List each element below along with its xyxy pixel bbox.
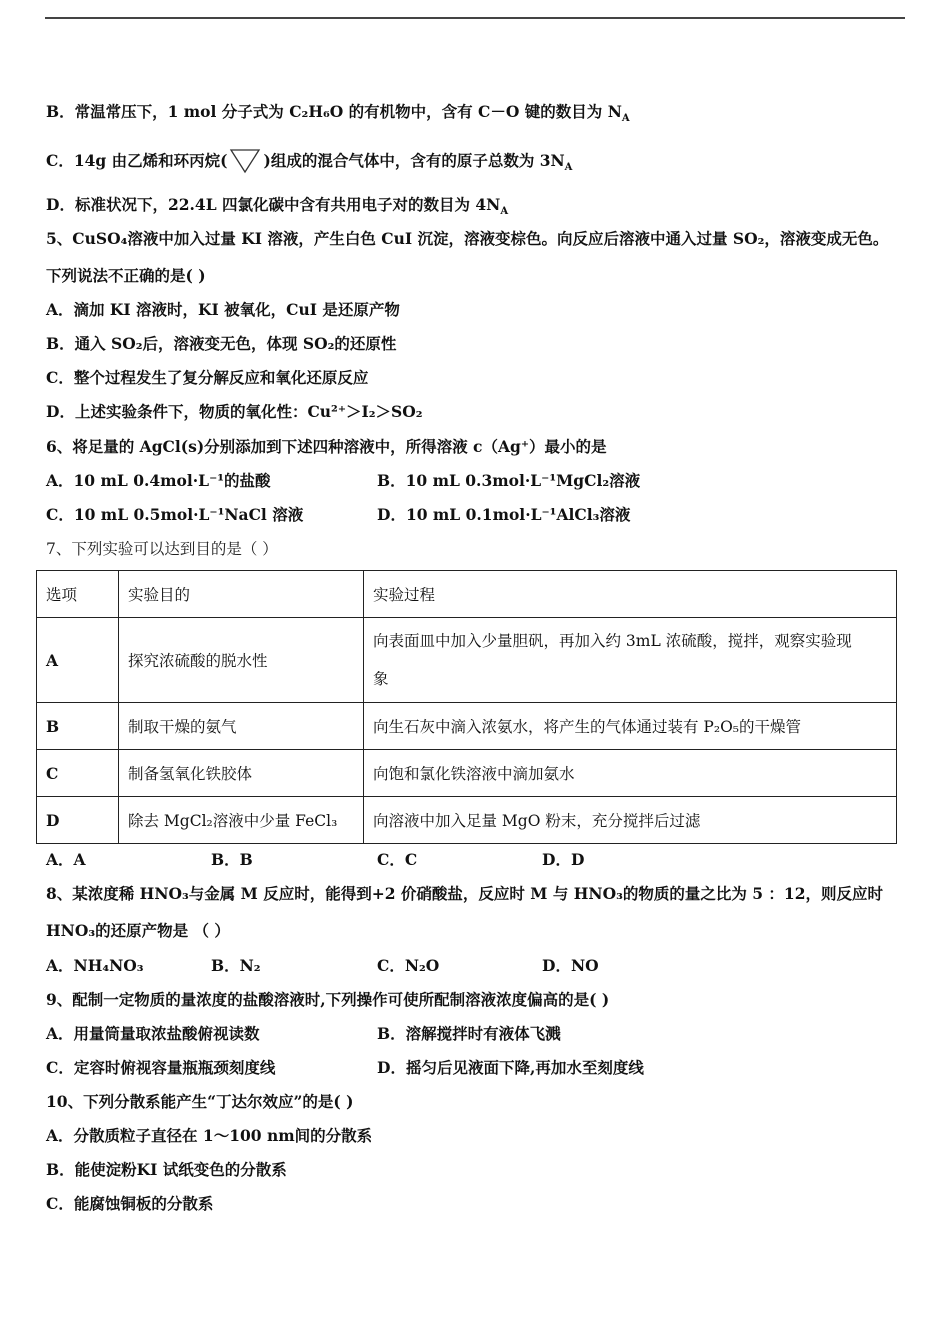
header-goal: 实验目的	[119, 571, 364, 618]
cyclopropane-triangle-icon	[229, 148, 261, 174]
q8-answer-d: D．NO	[542, 956, 599, 975]
q7-answer-c: C．C	[377, 850, 418, 869]
q10-stem: 10、下列分散系能产生“丁达尔效应”的是( )	[46, 1092, 354, 1111]
row-process-line1: 向表面皿中加入少量胆矾，再加入约 3mL 浓硫酸，搅拌，观察实验现	[373, 632, 852, 650]
q5-option-d: D．上述实验条件下，物质的氧化性：Cu²⁺＞I₂＞SO₂	[46, 402, 423, 421]
q5-option-a: A．滴加 KI 溶液时，KI 被氧化，CuI 是还原产物	[46, 300, 400, 319]
q10-option-b: B．能使淀粉KI 试纸变色的分散系	[46, 1160, 287, 1179]
q9-stem: 9、配制一定物质的量浓度的盐酸溶液时,下列操作可使所配制溶液浓度偏高的是( )	[46, 990, 610, 1009]
row-process: 向饱和氯化铁溶液中滴加氨水	[364, 750, 897, 797]
row-goal: 制备氢氧化铁胶体	[119, 750, 364, 797]
row-process-line2: 象	[373, 670, 389, 688]
q6-option-a: A．10 mL 0.4mol·L⁻¹的盐酸	[46, 471, 271, 490]
q9-option-a: A．用量筒量取浓盐酸俯视读数	[46, 1024, 260, 1043]
q8-answer-a: A．NH₄NO₃	[46, 956, 144, 975]
row-goal: 探究浓硫酸的脱水性	[119, 618, 364, 703]
header-option: 选项	[37, 571, 119, 618]
table-header-row	[37, 571, 897, 618]
row-option: B	[37, 703, 119, 750]
row-process: 向溶液中加入足量 MgO 粉末，充分搅拌后过滤	[364, 797, 897, 844]
q8-stem-line1: 8、某浓度稀 HNO₃与金属 M 反应时，能得到+2 价硝酸盐，反应时 M 与 HNO₃的物质的量之比为 5 ：12，则反应时	[46, 884, 884, 903]
q8-answer-c: C．N₂O	[377, 956, 440, 975]
q7-answer-a: A．A	[46, 850, 86, 869]
q10-option-a: A．分散质粒子直径在 1～100 nm间的分散系	[46, 1126, 373, 1145]
q7-answer-d: D．D	[542, 850, 585, 869]
q9-option-c: C．定容时俯视容量瓶瓶颈刻度线	[46, 1058, 276, 1077]
table-row	[37, 750, 897, 797]
table-row	[37, 703, 897, 750]
row-goal: 除去 MgCl₂溶液中少量 FeCl₃	[119, 797, 364, 844]
q4-option-d: D．标准状况下，22.4L 四氯化碳中含有共用电子对的数目为 $4N_A$	[46, 195, 509, 218]
q5-option-c: C．整个过程发生了复分解反应和氧化还原反应	[46, 368, 369, 387]
q7-experiment-table	[36, 570, 897, 844]
row-option: D	[37, 797, 119, 844]
q8-answer-b: B．N₂	[211, 956, 261, 975]
q10-option-c: C．能腐蚀铜板的分散系	[46, 1194, 214, 1213]
row-process: 向生石灰中滴入浓氨水，将产生的气体通过装有 P₂O₅的干燥管	[364, 703, 897, 750]
q9-option-b: B．溶解搅拌时有液体飞溅	[377, 1024, 561, 1043]
q7-answer-b: B．B	[211, 850, 253, 869]
q4-option-c: C．14g 由乙烯和环丙烷( )组成的混合气体中，含有的原子总数为 $3N_A$	[46, 148, 572, 178]
q7-stem: 7、下列实验可以达到目的是（ ）	[46, 540, 278, 558]
row-option: C	[37, 750, 119, 797]
q4-option-b: B．常温常压下，1 mol 分子式为 C₂H₆O 的有机物中，含有 C－O 键的数目为 $N_A$	[46, 102, 630, 125]
header-process: 实验过程	[364, 571, 897, 618]
q6-option-c: C．10 mL 0.5mol·L⁻¹NaCl 溶液	[46, 505, 304, 524]
table-row	[37, 797, 897, 844]
table-row	[37, 618, 897, 703]
q9-option-d: D．摇匀后见液面下降,再加水至刻度线	[377, 1058, 644, 1077]
row-option: A	[37, 618, 119, 703]
header-rule	[45, 17, 905, 19]
q6-stem: 6、将足量的 AgCl(s)分别添加到下述四种溶液中，所得溶液 c（Ag⁺）最小的是	[46, 437, 607, 456]
q6-option-d: D．10 mL 0.1mol·L⁻¹AlCl₃溶液	[377, 505, 631, 524]
q6-option-b: B．10 mL 0.3mol·L⁻¹MgCl₂溶液	[377, 471, 641, 490]
row-process	[364, 618, 897, 703]
row-goal: 制取干燥的氨气	[119, 703, 364, 750]
q5-option-b: B．通入 SO₂后，溶液变无色，体现 SO₂的还原性	[46, 334, 397, 353]
q5-stem-line2: 下列说法不正确的是( )	[46, 266, 206, 285]
q5-stem-line1: 5、CuSO₄溶液中加入过量 KI 溶液，产生白色 CuI 沉淀，溶液变棕色。向反应后溶液中通入过量 SO₂，溶液变成无色。	[46, 229, 889, 248]
q8-stem-line2: HNO₃的还原产物是 （ ）	[46, 921, 230, 940]
